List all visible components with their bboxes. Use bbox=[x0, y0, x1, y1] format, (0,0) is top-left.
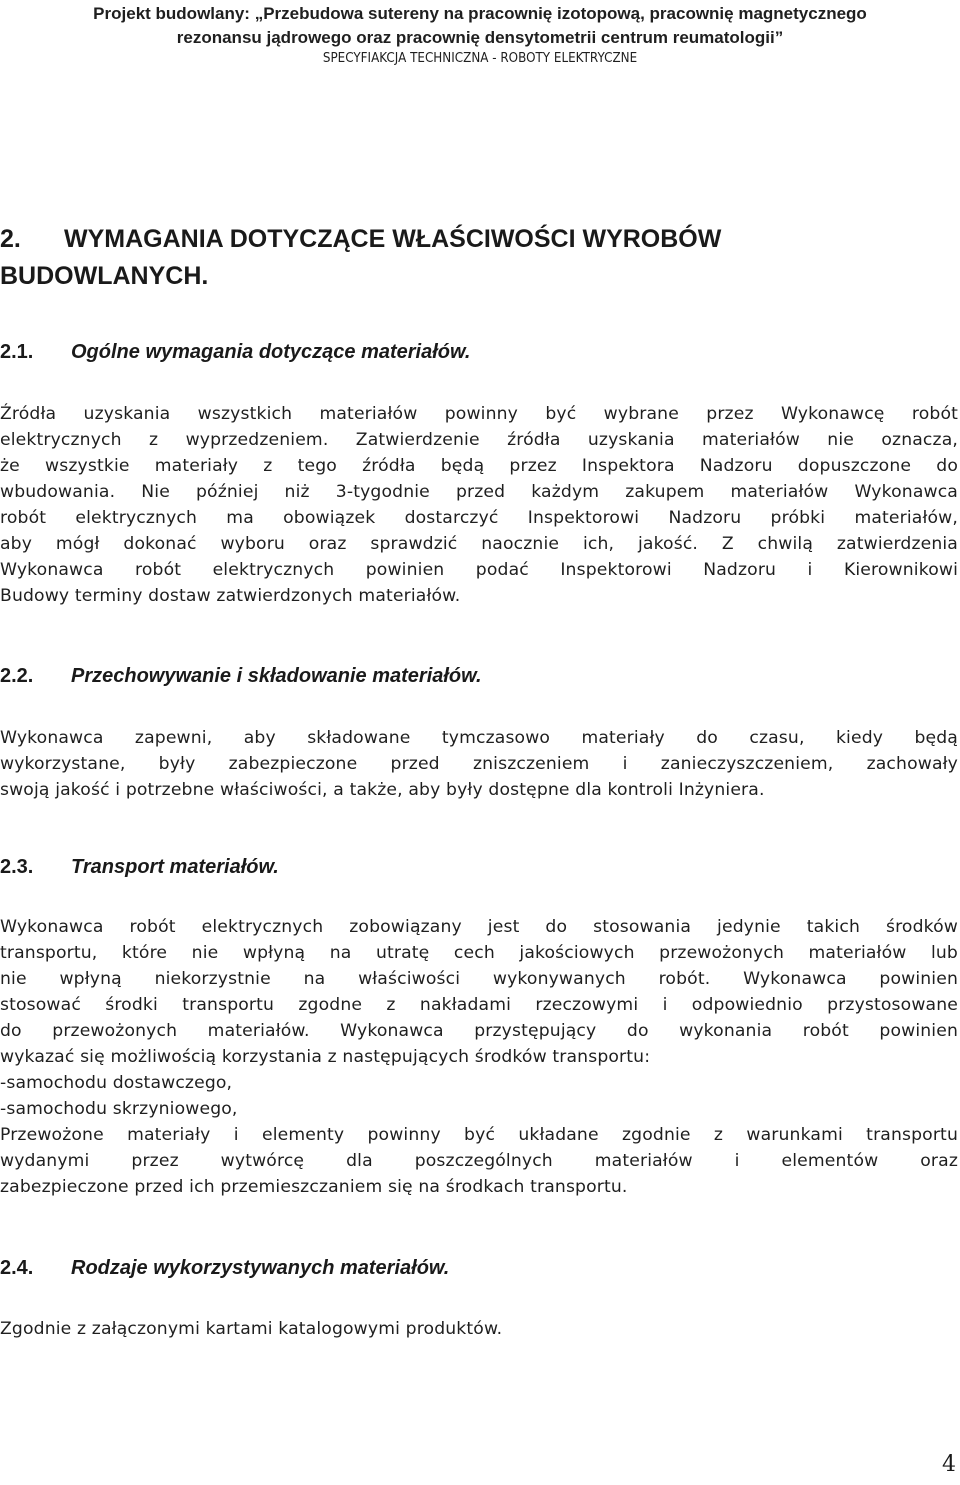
text-line: robót elektrycznych ma obowiązek dostarczyć Inspektorowi Nadzoru próbki materiałów, bbox=[0, 508, 958, 528]
paragraph-2-1 bbox=[0, 401, 958, 609]
subsection-title: Przechowywanie i składowanie materiałów. bbox=[71, 665, 482, 687]
section-title: WYMAGANIA DOTYCZĄCE WŁAŚCIWOŚCI WYROBÓW BUDOWLANYCH. bbox=[0, 225, 722, 290]
text-line: wykorzystane, były zabezpieczone przed zniszczeniem i zanieczyszczeniem, zachowały bbox=[0, 754, 958, 774]
paragraph-2-3 bbox=[0, 914, 958, 1200]
text-line: Budowy terminy dostaw zatwierdzonych materiałów. bbox=[0, 586, 461, 606]
text-line: Zgodnie z załączonymi kartami katalogowymi produktów. bbox=[0, 1319, 503, 1339]
list-item-vehicle: -samochodu skrzyniowego, bbox=[0, 1099, 238, 1119]
paragraph-2-4 bbox=[0, 1316, 958, 1342]
document-header bbox=[0, 2, 960, 67]
text-line: stosować środki transportu zgodne z nakładami rzeczowymi i odpowiednio przystosowane bbox=[0, 995, 958, 1015]
page-number: 4 bbox=[942, 1452, 956, 1477]
text-line: wydanymi przez wytwórcę dla poszczególnych materiałów i elementów oraz bbox=[0, 1151, 958, 1171]
header-project-line-2: rezonansu jądrowego oraz pracownię densytometrii centrum reumatologii” bbox=[176, 28, 784, 47]
text-line: zabezpieczone przed ich przemieszczaniem się na środkach transportu. bbox=[0, 1177, 628, 1197]
section-heading bbox=[0, 221, 900, 295]
text-line: Wykonawca zapewni, aby składowane tymczasowo materiały do czasu, kiedy będą bbox=[0, 728, 958, 748]
text-line: elektrycznych z wyprzedzeniem. Zatwierdzenie źródła uzyskania materiałów nie oznacza, bbox=[0, 430, 958, 450]
subsection-heading-2-2 bbox=[0, 663, 900, 689]
text-line: Wykonawca robót elektrycznych zobowiązany jest do stosowania jedynie takich środków bbox=[0, 917, 958, 937]
subsection-number: 2.3. bbox=[0, 856, 34, 878]
text-line: nie wpłyną niekorzystnie na właściwości wykonywanych robót. Wykonawca powinien bbox=[0, 969, 958, 989]
paragraph-2-2 bbox=[0, 725, 958, 803]
list-item-vehicle: -samochodu dostawczego, bbox=[0, 1073, 233, 1093]
text-line: do przewożonych materiałów. Wykonawca przystępujący do wykonania robót powinien bbox=[0, 1021, 958, 1041]
text-line: aby mógł dokonać wyboru oraz sprawdzić naocznie ich, jakość. Z chwilą zatwierdzenia bbox=[0, 534, 958, 554]
text-line: Przewożone materiały i elementy powinny być układane zgodnie z warunkami transportu bbox=[0, 1125, 958, 1145]
text-line: Źródła uzyskania wszystkich materiałów powinny być wybrane przez Wykonawcę robót bbox=[0, 404, 958, 424]
subsection-heading-2-4 bbox=[0, 1255, 900, 1281]
text-line: swoją jakość i potrzebne właściwości, a także, aby były dostępne dla kontroli Inżyniera. bbox=[0, 780, 765, 800]
subsection-number: 2.2. bbox=[0, 665, 34, 687]
text-line: że wszystkie materiały z tego źródła będą przez Inspektora Nadzoru dopuszczone do bbox=[0, 456, 958, 476]
subsection-title: Ogólne wymagania dotyczące materiałów. bbox=[71, 341, 471, 363]
subsection-number: 2.1. bbox=[0, 341, 34, 363]
subsection-title: Rodzaje wykorzystywanych materiałów. bbox=[71, 1257, 450, 1279]
text-line: Wykonawca robót elektrycznych powinien podać Inspektorowi Nadzoru i Kierownikowi bbox=[0, 560, 958, 580]
subsection-heading-2-3 bbox=[0, 854, 900, 880]
subsection-number: 2.4. bbox=[0, 1257, 34, 1279]
header-project-line-1: Projekt budowlany: „Przebudowa sutereny na pracownię izotopową, pracownię magnetycznego bbox=[93, 4, 867, 23]
subsection-title: Transport materiałów. bbox=[71, 856, 279, 878]
text-line: wykazać się możliwością korzystania z następujących środków transportu: bbox=[0, 1047, 651, 1067]
header-spec-title: SPECYFIAKCJA TECHNICZNA - ROBOTY ELEKTRYCZNE bbox=[322, 51, 638, 66]
section-number: 2. bbox=[0, 225, 21, 253]
text-line: wbudowania. Nie później niż 3-tygodnie przed każdym zakupem materiałów Wykonawca bbox=[0, 482, 958, 502]
text-line: transportu, które nie wpłyną na utratę cech jakościowych przewożonych materiałów lub bbox=[0, 943, 958, 963]
subsection-heading-2-1 bbox=[0, 339, 900, 365]
